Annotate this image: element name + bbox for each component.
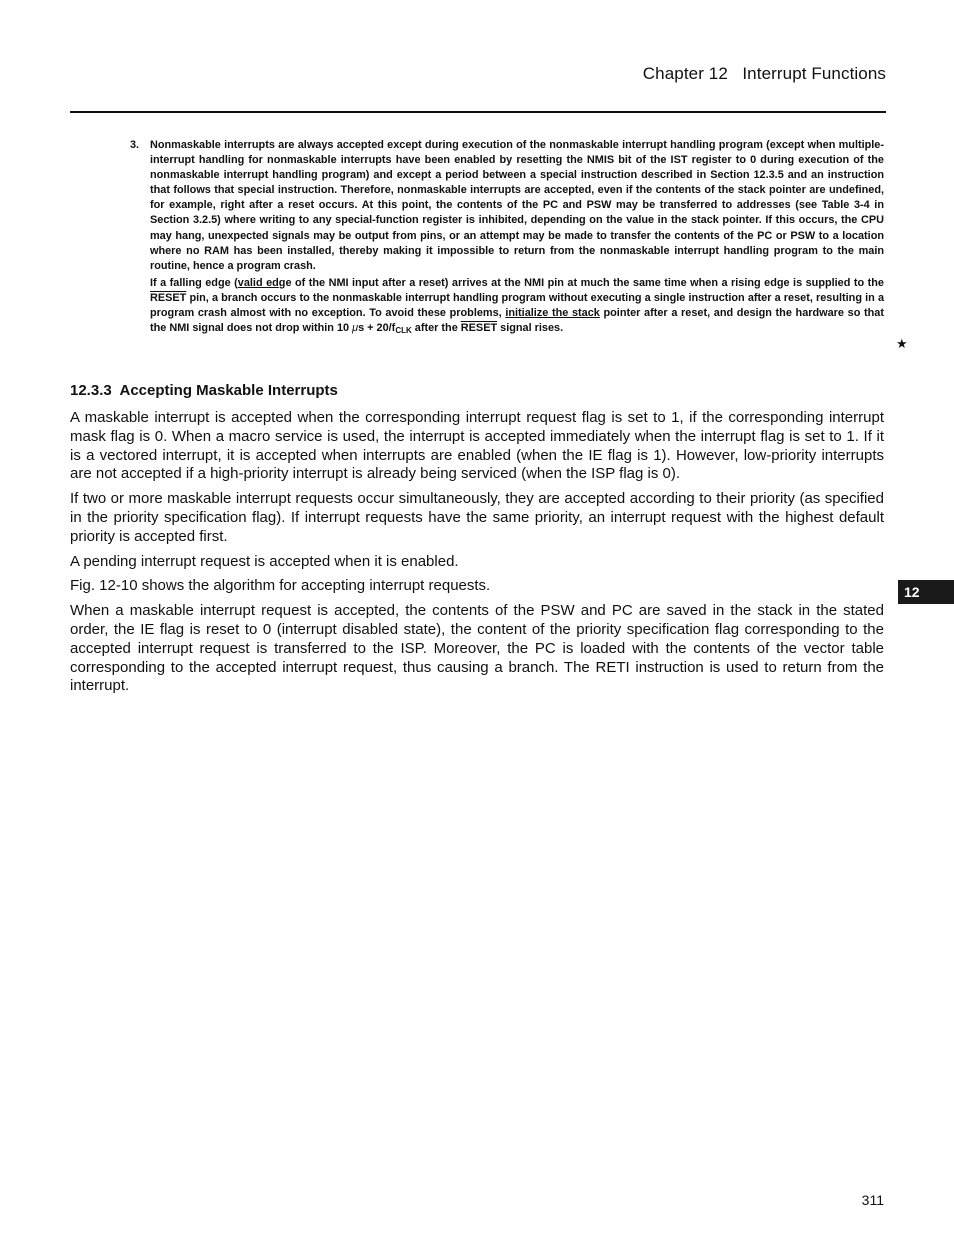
note-text: pointer after a reset, and design the hardware so that the NMI signal does not drop within 10: [150, 307, 884, 335]
note-number: 3.: [130, 139, 140, 151]
body-paragraph: When a maskable interrupt request is accepted, the contents of the PSW and PC are saved in the stack in the stated order, the IE flag is reset to 0 (interrupt disabled state), the content of the priority specification flag corresponding to the accepted interrupt request is transferred to the ISP. Moreover, the PC is loaded with the contents of the vector table corresponding to the accepted interrupt request, thus causing a branch. The RETI instruction is used to return from the interrupt.: [70, 602, 884, 695]
note-text: after the: [411, 322, 461, 335]
note-body: [150, 138, 884, 340]
note-paragraph-2: [150, 276, 884, 338]
page-number: 311: [861, 1192, 884, 1208]
note-paragraph-1: Nonmaskable interrupts are always accepted except during execution of the nonmaskable interrupt handling program (except when multiple-interrupt handling for nonmaskable interrupts have been enabled by resetting the NMIS bit of the IST register to 0 during execution of the nonmaskable interrupt handling program) and except a period between a special instruction described in Section 12.3.5 and an instruction that follows that special instruction. Therefore, nonmaskable interrupts are accepted, even if the contents of the stack pointer are undefined, for example, right after a reset occurs. At this point, the contents of the PC and PSW may be transferred to addresses (see Table 3-4 in Section 3.2.5) where writing to any special-function register is inhibited, depending on the value in the stack pointer. If this occurs, the CPU may hang, unexpected signals may be output from pins, or an attempt may be made to transfer the contents of the PC or PSW to a location where no RAM has been installed, thereby making it impossible to return from the nonmaskable interrupt handling program to the main routine, hence a program crash.: [150, 139, 884, 272]
reset-signal-label: RESET: [150, 291, 187, 304]
note-text: ge of the NMI input after a reset) arrives at the NMI pin at much the same time when a rising edge is supplied to the: [278, 276, 884, 289]
section-heading: 12.3.3 Accepting Maskable Interrupts: [70, 382, 338, 399]
note-text: pin, a branch occurs to the nonmaskable interrupt handling program without executing a single instruction after a reset, resulting in a program crash almost with no exception. To avoid these problems,: [150, 291, 884, 320]
chapter-tab: 12: [898, 580, 954, 604]
note-underlined-text: valid ed: [237, 276, 279, 289]
note-underlined-text: initialize the stack: [505, 307, 600, 320]
revision-star-icon: ★: [896, 336, 908, 351]
section-body: [70, 409, 884, 702]
note-text: If a falling edge (: [150, 276, 238, 289]
body-paragraph: Fig. 12-10 shows the algorithm for accepting interrupt requests.: [70, 577, 491, 595]
body-paragraph: A maskable interrupt is accepted when the corresponding interrupt request flag is set to 1, if the corresponding interrupt mask flag is 0. When a macro service is used, the interrupt is accepted immediately when the interrupt flag is set to 1. If it is a vectored interrupt, it is accepted when interrupts are enabled (when the IE flag is 1). However, low-priority interrupts are not accepted if a high-priority interrupt is already being serviced (when the ISP flag is 0).: [70, 409, 884, 483]
body-paragraph: If two or more maskable interrupt requests occur simultaneously, they are accepted according to their priority (as specified in the priority specification flag). If interrupt requests have the same priority, an interrupt request with the highest default priority is accepted first.: [70, 490, 884, 545]
header-divider: [70, 111, 886, 113]
micro-symbol: μ: [352, 322, 359, 335]
note-text: s + 20/f: [358, 322, 396, 335]
reset-signal-label: RESET: [460, 322, 498, 335]
clk-subscript: CLK: [395, 326, 412, 336]
chapter-header-title: Chapter 12 Interrupt Functions: [642, 64, 886, 83]
body-paragraph: A pending interrupt request is accepted when it is enabled.: [70, 552, 459, 570]
note-3: [130, 138, 884, 340]
note-text: signal rises.: [497, 322, 564, 335]
